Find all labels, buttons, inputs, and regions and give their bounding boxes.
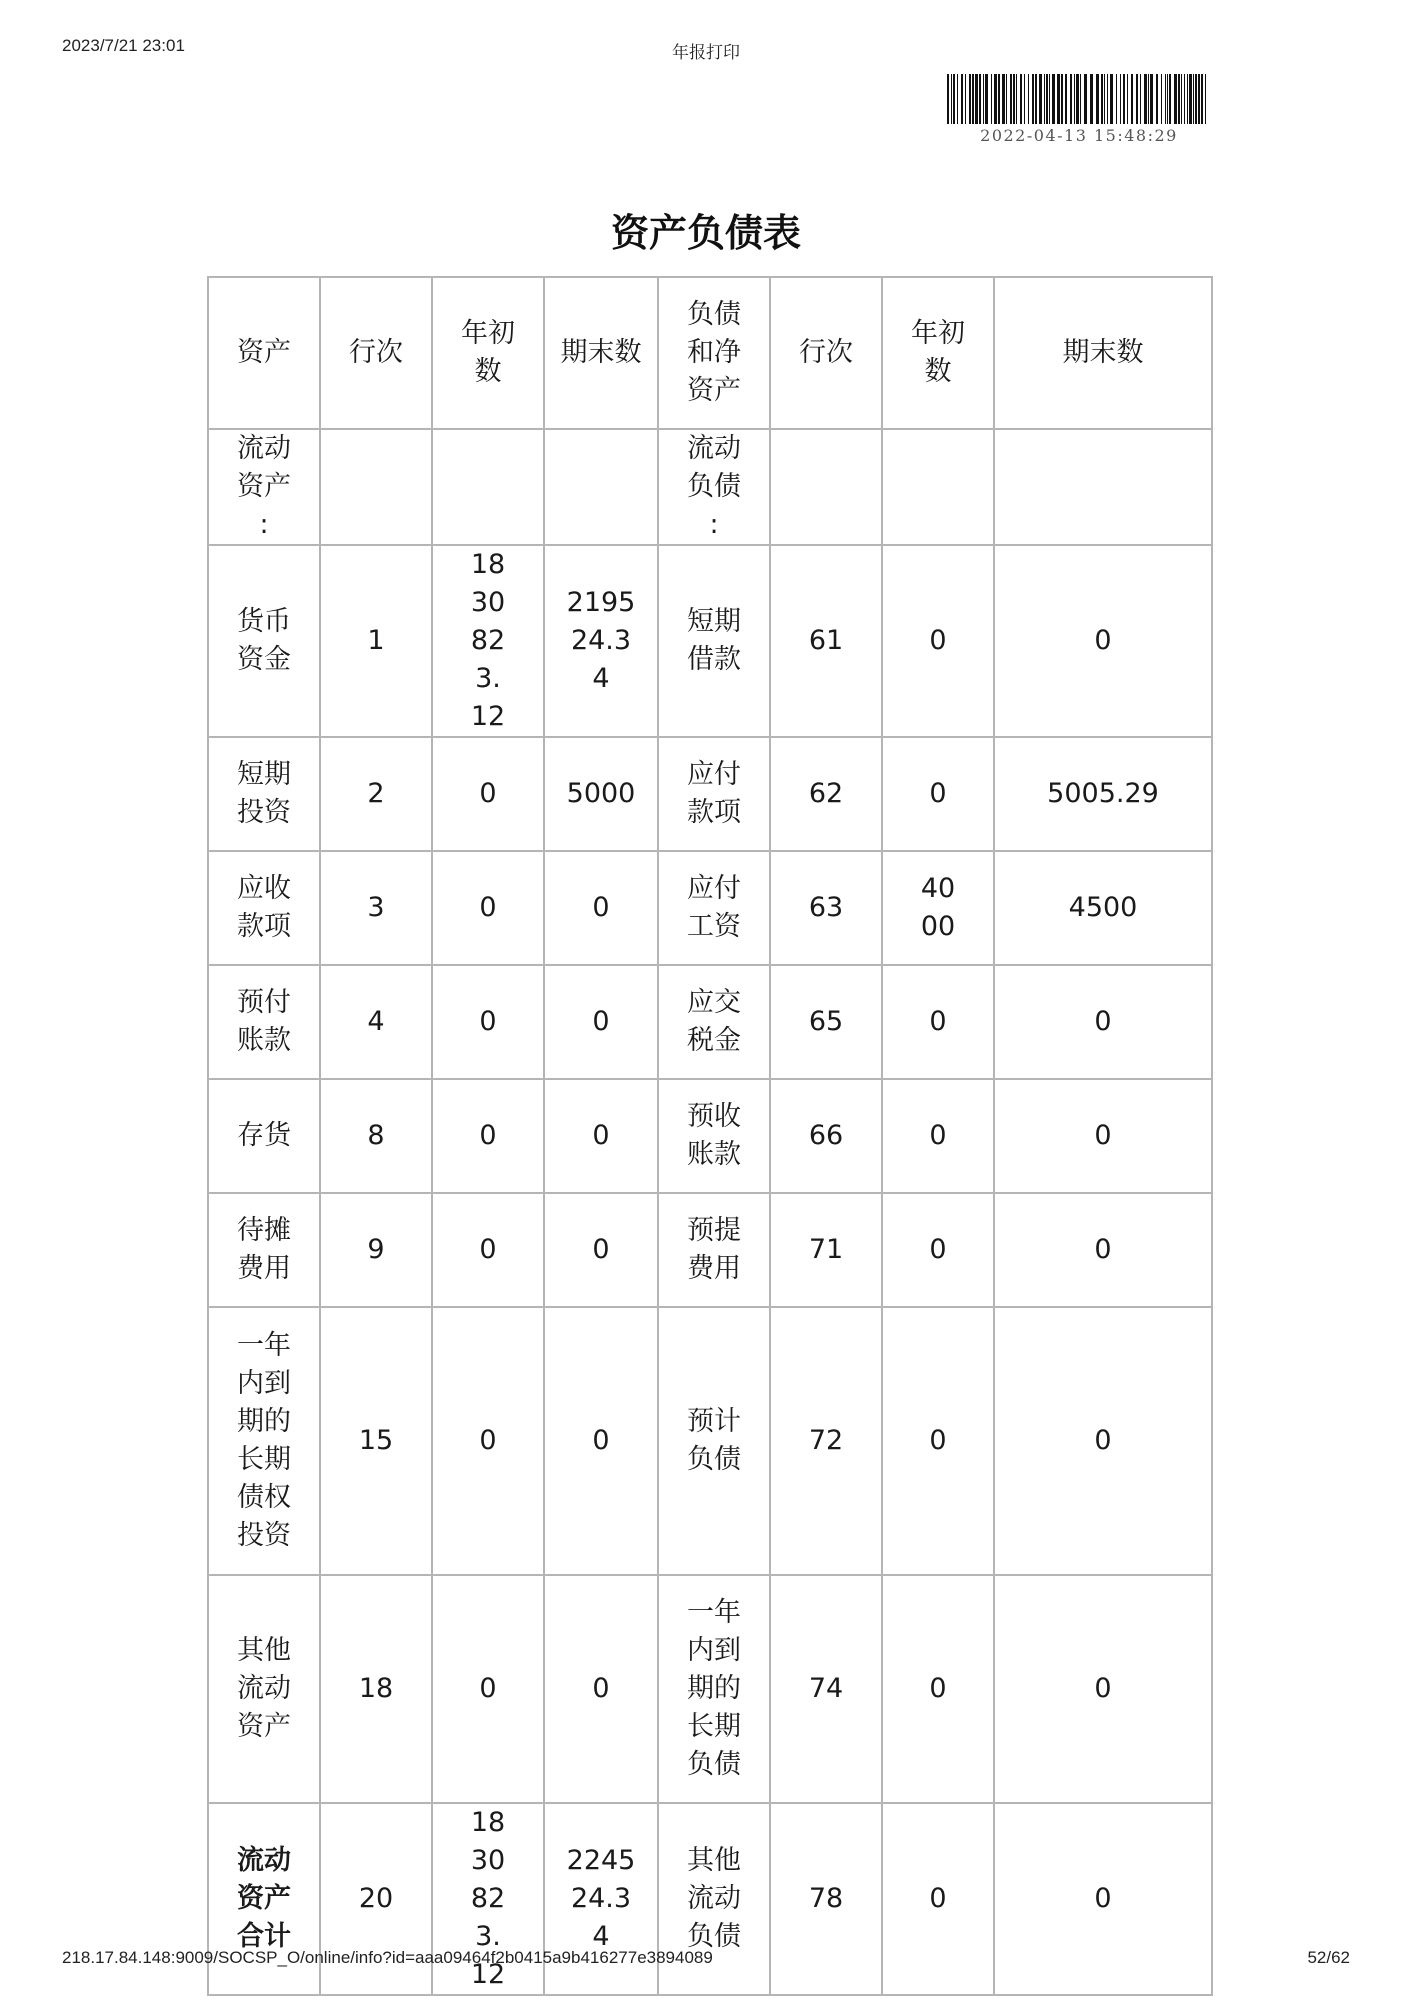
liability-end-value: 0	[994, 1307, 1212, 1575]
asset-end-value: 0	[544, 1079, 658, 1193]
column-header: 行次	[770, 277, 882, 429]
asset-end-value: 0	[544, 965, 658, 1079]
asset-name: 流动 资产 :	[208, 429, 320, 545]
liability-name: 一年 内到 期的 长期 负债	[658, 1575, 770, 1803]
asset-line-no: 2	[320, 737, 432, 851]
liability-name: 应付 工资	[658, 851, 770, 965]
liability-name: 预收 账款	[658, 1079, 770, 1193]
asset-begin-value: 0	[432, 1307, 544, 1575]
page-number: 52/62	[1307, 1948, 1350, 1967]
asset-line-no: 20	[320, 1803, 432, 1995]
asset-end-value: 0	[544, 1193, 658, 1307]
column-header: 年初 数	[432, 277, 544, 429]
liability-end-value: 0	[994, 965, 1212, 1079]
liability-line-no: 66	[770, 1079, 882, 1193]
asset-name: 预付 账款	[208, 965, 320, 1079]
asset-begin-value: 0	[432, 1575, 544, 1803]
asset-line-no: 18	[320, 1575, 432, 1803]
liability-name: 流动 负债 :	[658, 429, 770, 545]
stamp-timestamp: 2022-04-13 15:48:29	[980, 126, 1178, 145]
liability-end-value: 0	[994, 1079, 1212, 1193]
liability-end-value: 0	[994, 1193, 1212, 1307]
liability-begin-value: 40 00	[882, 851, 994, 965]
table-row	[208, 429, 1212, 545]
table-header-row	[208, 277, 1212, 429]
asset-line-no: 1	[320, 545, 432, 737]
asset-end-value: 2245 24.3 4	[544, 1803, 658, 1995]
column-header: 年初 数	[882, 277, 994, 429]
liability-begin-value: 0	[882, 1307, 994, 1575]
liability-end-value: 4500	[994, 851, 1212, 965]
asset-end-value: 0	[544, 851, 658, 965]
asset-name: 其他 流动 资产	[208, 1575, 320, 1803]
asset-line-no: 3	[320, 851, 432, 965]
asset-end-value: 0	[544, 1307, 658, 1575]
table-row	[208, 737, 1212, 851]
print-datetime: 2023/7/21 23:01	[62, 36, 185, 55]
liability-line-no: 61	[770, 545, 882, 737]
asset-begin-value: 18 30 82 3. 12	[432, 545, 544, 737]
liability-line-no: 74	[770, 1575, 882, 1803]
liability-name: 其他 流动 负债	[658, 1803, 770, 1995]
liability-name: 应交 税金	[658, 965, 770, 1079]
table-row	[208, 965, 1212, 1079]
asset-name: 待摊 费用	[208, 1193, 320, 1307]
asset-name: 应收 款项	[208, 851, 320, 965]
print-url: 218.17.84.148:9009/SOCSP_O/online/info?id=aaa09464f2b0415a9b416277e3894089	[62, 1948, 713, 1967]
liability-end-value	[994, 429, 1212, 545]
liability-name: 短期 借款	[658, 545, 770, 737]
asset-name: 存货	[208, 1079, 320, 1193]
asset-begin-value: 18 30 82 3. 12	[432, 1803, 544, 1995]
asset-name: 流动 资产 合计	[208, 1803, 320, 1995]
table-row	[208, 1079, 1212, 1193]
asset-begin-value: 0	[432, 851, 544, 965]
asset-name: 货币 资金	[208, 545, 320, 737]
liability-end-value: 5005.29	[994, 737, 1212, 851]
asset-line-no: 4	[320, 965, 432, 1079]
column-header: 行次	[320, 277, 432, 429]
column-header: 资产	[208, 277, 320, 429]
asset-name: 一年 内到 期的 长期 债权 投资	[208, 1307, 320, 1575]
liability-begin-value: 0	[882, 965, 994, 1079]
barcode-image	[947, 74, 1211, 124]
liability-line-no: 63	[770, 851, 882, 965]
liability-line-no: 72	[770, 1307, 882, 1575]
asset-end-value: 0	[544, 1575, 658, 1803]
asset-line-no: 8	[320, 1079, 432, 1193]
asset-begin-value: 0	[432, 965, 544, 1079]
asset-begin-value	[432, 429, 544, 545]
table-row	[208, 1193, 1212, 1307]
liability-end-value: 0	[994, 545, 1212, 737]
liability-begin-value: 0	[882, 1193, 994, 1307]
asset-line-no: 15	[320, 1307, 432, 1575]
liability-line-no	[770, 429, 882, 545]
liability-line-no: 65	[770, 965, 882, 1079]
print-page-title: 年报打印	[672, 43, 740, 62]
table-row	[208, 545, 1212, 737]
column-header: 负债 和净 资产	[658, 277, 770, 429]
column-header: 期末数	[994, 277, 1212, 429]
asset-end-value: 2195 24.3 4	[544, 545, 658, 737]
asset-begin-value: 0	[432, 1193, 544, 1307]
liability-begin-value: 0	[882, 1079, 994, 1193]
liability-name: 预计 负债	[658, 1307, 770, 1575]
asset-begin-value: 0	[432, 1079, 544, 1193]
table-row	[208, 851, 1212, 965]
asset-end-value: 5000	[544, 737, 658, 851]
table-row	[208, 1575, 1212, 1803]
liability-line-no: 78	[770, 1803, 882, 1995]
liability-begin-value: 0	[882, 1575, 994, 1803]
liability-end-value: 0	[994, 1803, 1212, 1995]
liability-line-no: 62	[770, 737, 882, 851]
asset-begin-value: 0	[432, 737, 544, 851]
column-header: 期末数	[544, 277, 658, 429]
liability-begin-value: 0	[882, 737, 994, 851]
liability-line-no: 71	[770, 1193, 882, 1307]
balance-sheet-table	[207, 276, 1213, 1996]
liability-begin-value	[882, 429, 994, 545]
document-title: 资产负债表	[610, 211, 801, 255]
table-row	[208, 1307, 1212, 1575]
asset-line-no	[320, 429, 432, 545]
asset-end-value	[544, 429, 658, 545]
liability-begin-value: 0	[882, 1803, 994, 1995]
asset-line-no: 9	[320, 1193, 432, 1307]
liability-end-value: 0	[994, 1575, 1212, 1803]
liability-name: 预提 费用	[658, 1193, 770, 1307]
asset-name: 短期 投资	[208, 737, 320, 851]
liability-begin-value: 0	[882, 545, 994, 737]
liability-name: 应付 款项	[658, 737, 770, 851]
